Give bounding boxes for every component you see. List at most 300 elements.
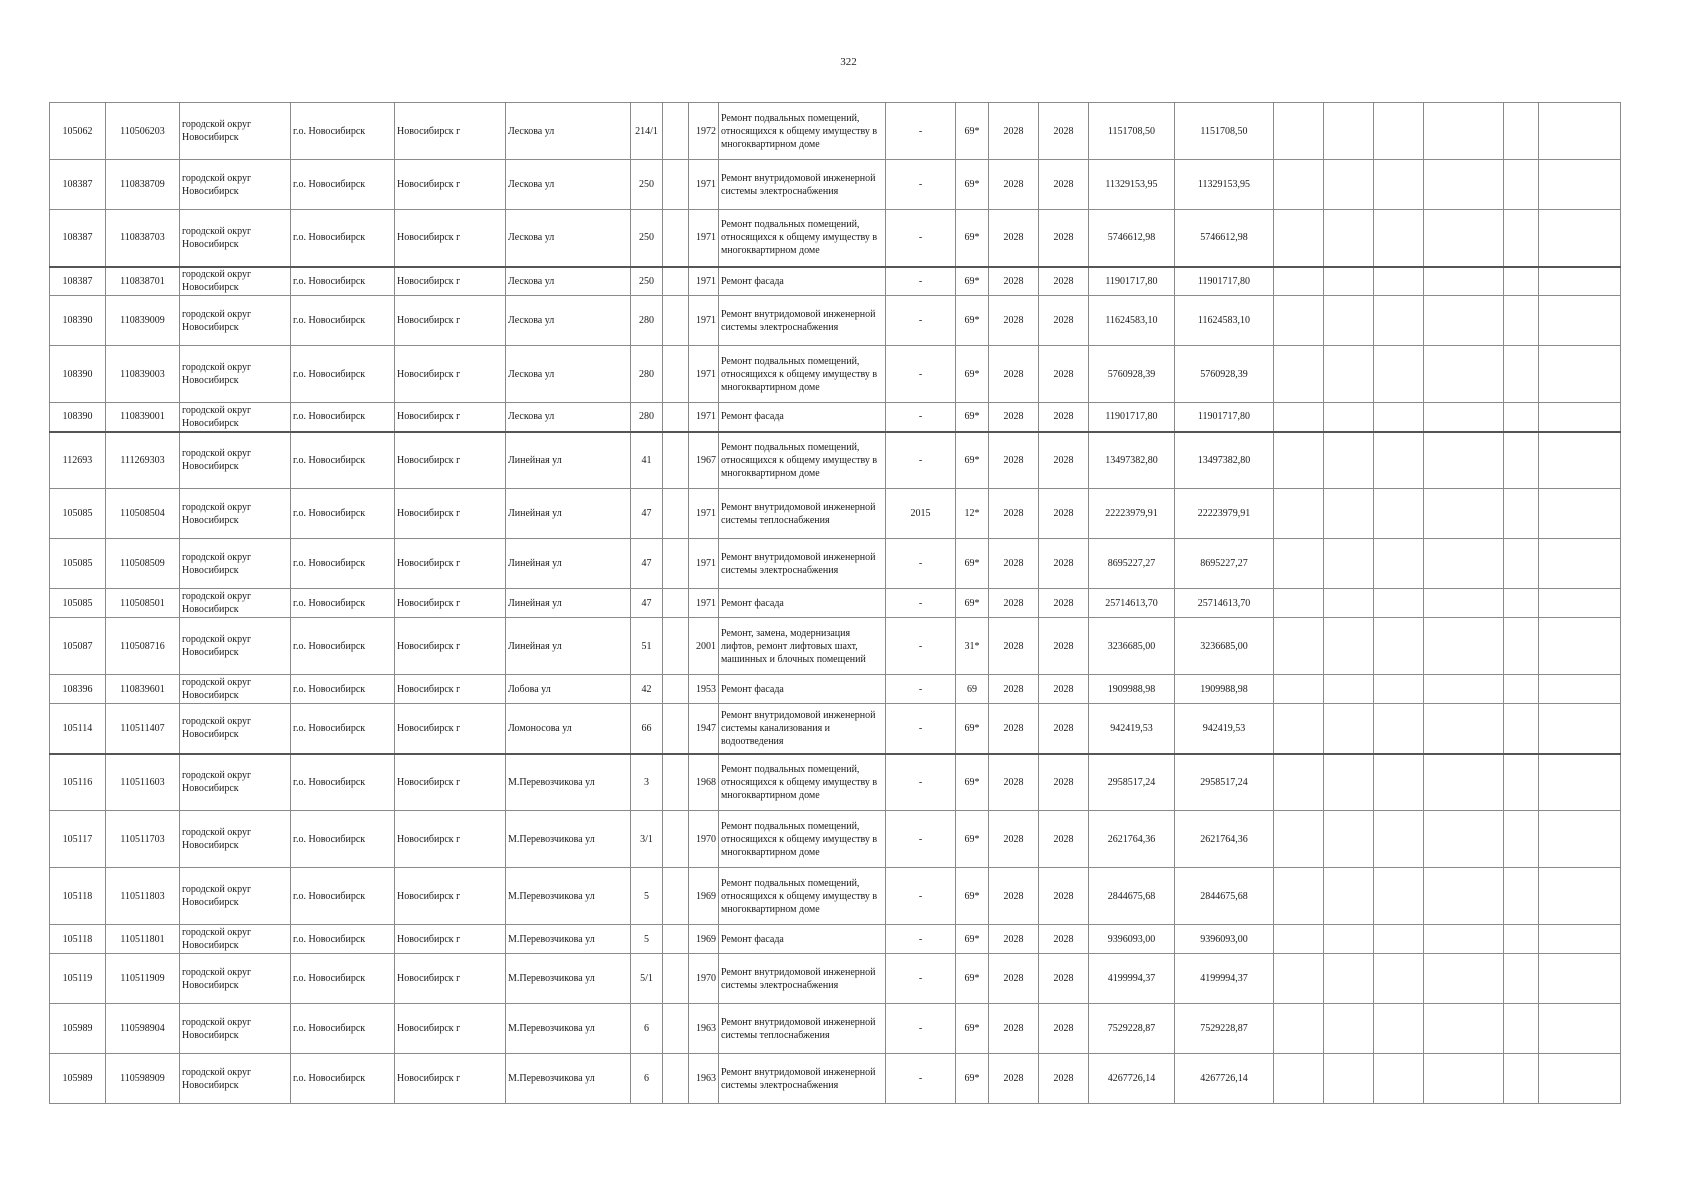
cell-street: Линейная ул — [506, 432, 631, 489]
empty-cell — [1274, 925, 1324, 954]
table-row — [50, 868, 1621, 925]
empty-cell — [1374, 103, 1424, 160]
cell-year-plan: 2028 — [989, 868, 1039, 925]
cell-building — [663, 954, 689, 1004]
empty-cell — [1424, 675, 1504, 704]
cell-id: 105118 — [50, 868, 106, 925]
empty-cell — [1504, 704, 1539, 754]
cell-year-fact: 2028 — [1039, 103, 1089, 160]
cell-cost: 1909988,98 — [1089, 675, 1175, 704]
cell-cost: 5760928,39 — [1089, 346, 1175, 403]
cell-id: 105087 — [50, 618, 106, 675]
empty-cell — [1539, 210, 1621, 267]
empty-cell — [1374, 346, 1424, 403]
cell-term: 69* — [956, 539, 989, 589]
cell-code: 110839009 — [106, 296, 180, 346]
cell-id: 105119 — [50, 954, 106, 1004]
page-number: 322 — [840, 56, 857, 68]
cell-year: 1970 — [689, 811, 719, 868]
cell-term: 69* — [956, 754, 989, 811]
empty-cell — [1274, 403, 1324, 432]
cell-year-plan: 2028 — [989, 103, 1039, 160]
cell-cost-total: 4199994,37 — [1175, 954, 1274, 1004]
cell-building — [663, 589, 689, 618]
empty-cell — [1274, 489, 1324, 539]
empty-cell — [1274, 704, 1324, 754]
empty-cell — [1374, 868, 1424, 925]
empty-cell — [1424, 754, 1504, 811]
cell-year-fact: 2028 — [1039, 811, 1089, 868]
table-row — [50, 925, 1621, 954]
empty-cell — [1424, 704, 1504, 754]
cell-year-plan: 2028 — [989, 489, 1039, 539]
cell-city: Новосибирск г — [395, 210, 506, 267]
empty-cell — [1374, 210, 1424, 267]
cell-code: 110838703 — [106, 210, 180, 267]
cell-id: 108390 — [50, 346, 106, 403]
cell-last-repair: - — [886, 868, 956, 925]
empty-cell — [1324, 589, 1374, 618]
empty-cell — [1324, 704, 1374, 754]
cell-year-fact: 2028 — [1039, 754, 1089, 811]
empty-cell — [1374, 925, 1424, 954]
cell-cost: 25714613,70 — [1089, 589, 1175, 618]
cell-term: 69* — [956, 296, 989, 346]
empty-cell — [1374, 1054, 1424, 1104]
cell-year-plan: 2028 — [989, 210, 1039, 267]
empty-cell — [1539, 811, 1621, 868]
cell-term: 69* — [956, 346, 989, 403]
cell-work-type: Ремонт внутридомовой инженерной системы электроснабжения — [719, 539, 886, 589]
empty-cell — [1504, 1054, 1539, 1104]
cell-code: 110511703 — [106, 811, 180, 868]
empty-cell — [1374, 954, 1424, 1004]
cell-code: 110506203 — [106, 103, 180, 160]
cell-city: Новосибирск г — [395, 1054, 506, 1104]
cell-year: 1971 — [689, 160, 719, 210]
empty-cell — [1539, 925, 1621, 954]
table-row — [50, 403, 1621, 432]
empty-cell — [1539, 868, 1621, 925]
cell-city: Новосибирск г — [395, 103, 506, 160]
cell-okrug: г.о. Новосибирск — [291, 589, 395, 618]
cell-municipality: городской округ Новосибирск — [180, 675, 291, 704]
cell-year-plan: 2028 — [989, 589, 1039, 618]
empty-cell — [1274, 210, 1324, 267]
cell-house: 47 — [631, 489, 663, 539]
empty-cell — [1324, 618, 1374, 675]
cell-year-plan: 2028 — [989, 954, 1039, 1004]
cell-code: 110511407 — [106, 704, 180, 754]
cell-last-repair: - — [886, 704, 956, 754]
cell-building — [663, 675, 689, 704]
cell-cost-total: 5760928,39 — [1175, 346, 1274, 403]
cell-year: 1971 — [689, 589, 719, 618]
cell-cost: 8695227,27 — [1089, 539, 1175, 589]
cell-okrug: г.о. Новосибирск — [291, 811, 395, 868]
cell-house: 250 — [631, 160, 663, 210]
cell-cost-total: 9396093,00 — [1175, 925, 1274, 954]
cell-year: 1971 — [689, 267, 719, 296]
cell-building — [663, 403, 689, 432]
empty-cell — [1424, 432, 1504, 489]
cell-municipality: городской округ Новосибирск — [180, 403, 291, 432]
empty-cell — [1274, 954, 1324, 1004]
cell-year-fact: 2028 — [1039, 675, 1089, 704]
cell-city: Новосибирск г — [395, 954, 506, 1004]
cell-cost-total: 11901717,80 — [1175, 403, 1274, 432]
cell-okrug: г.о. Новосибирск — [291, 539, 395, 589]
empty-cell — [1324, 868, 1374, 925]
cell-work-type: Ремонт подвальных помещений, относящихся к общему имуществу в многоквартирном доме — [719, 868, 886, 925]
cell-work-type: Ремонт подвальных помещений, относящихся к общему имуществу в многоквартирном доме — [719, 210, 886, 267]
empty-cell — [1374, 267, 1424, 296]
empty-cell — [1324, 103, 1374, 160]
cell-city: Новосибирск г — [395, 160, 506, 210]
empty-cell — [1504, 1004, 1539, 1054]
cell-street: М.Перевозчикова ул — [506, 754, 631, 811]
cell-cost: 11901717,80 — [1089, 267, 1175, 296]
empty-cell — [1424, 539, 1504, 589]
empty-cell — [1374, 704, 1424, 754]
cell-year-fact: 2028 — [1039, 1054, 1089, 1104]
cell-work-type: Ремонт фасада — [719, 403, 886, 432]
empty-cell — [1504, 954, 1539, 1004]
cell-okrug: г.о. Новосибирск — [291, 1054, 395, 1104]
empty-cell — [1424, 160, 1504, 210]
cell-cost: 7529228,87 — [1089, 1004, 1175, 1054]
empty-cell — [1539, 346, 1621, 403]
cell-street: Лескова ул — [506, 403, 631, 432]
cell-municipality: городской округ Новосибирск — [180, 432, 291, 489]
cell-house: 3/1 — [631, 811, 663, 868]
cell-last-repair: - — [886, 675, 956, 704]
cell-code: 110508716 — [106, 618, 180, 675]
empty-cell — [1324, 489, 1374, 539]
cell-year-fact: 2028 — [1039, 346, 1089, 403]
cell-year-fact: 2028 — [1039, 160, 1089, 210]
cell-last-repair: - — [886, 210, 956, 267]
cell-cost: 22223979,91 — [1089, 489, 1175, 539]
table-row — [50, 489, 1621, 539]
empty-cell — [1539, 432, 1621, 489]
cell-okrug: г.о. Новосибирск — [291, 675, 395, 704]
cell-city: Новосибирск г — [395, 403, 506, 432]
cell-year-fact: 2028 — [1039, 296, 1089, 346]
cell-term: 69* — [956, 103, 989, 160]
cell-term: 69* — [956, 1004, 989, 1054]
empty-cell — [1539, 618, 1621, 675]
empty-cell — [1274, 160, 1324, 210]
empty-cell — [1504, 489, 1539, 539]
cell-city: Новосибирск г — [395, 432, 506, 489]
cell-work-type: Ремонт внутридомовой инженерной системы теплоснабжения — [719, 489, 886, 539]
cell-cost: 942419,53 — [1089, 704, 1175, 754]
cell-year: 1963 — [689, 1004, 719, 1054]
cell-okrug: г.о. Новосибирск — [291, 754, 395, 811]
cell-year-plan: 2028 — [989, 539, 1039, 589]
cell-okrug: г.о. Новосибирск — [291, 1004, 395, 1054]
cell-code: 110511801 — [106, 925, 180, 954]
cell-id: 108390 — [50, 296, 106, 346]
cell-id: 105118 — [50, 925, 106, 954]
cell-year-plan: 2028 — [989, 704, 1039, 754]
cell-municipality: городской округ Новосибирск — [180, 811, 291, 868]
cell-id: 105085 — [50, 539, 106, 589]
empty-cell — [1274, 539, 1324, 589]
cell-municipality: городской округ Новосибирск — [180, 868, 291, 925]
cell-street: Лескова ул — [506, 160, 631, 210]
cell-building — [663, 103, 689, 160]
empty-cell — [1539, 675, 1621, 704]
cell-cost-total: 1909988,98 — [1175, 675, 1274, 704]
cell-house: 5 — [631, 925, 663, 954]
cell-work-type: Ремонт подвальных помещений, относящихся к общему имуществу в многоквартирном доме — [719, 103, 886, 160]
cell-year: 1972 — [689, 103, 719, 160]
empty-cell — [1374, 618, 1424, 675]
empty-cell — [1324, 432, 1374, 489]
cell-cost-total: 8695227,27 — [1175, 539, 1274, 589]
empty-cell — [1504, 296, 1539, 346]
empty-cell — [1424, 1004, 1504, 1054]
cell-cost: 13497382,80 — [1089, 432, 1175, 489]
cell-code: 110598904 — [106, 1004, 180, 1054]
cell-cost-total: 22223979,91 — [1175, 489, 1274, 539]
cell-municipality: городской округ Новосибирск — [180, 346, 291, 403]
cell-last-repair: - — [886, 103, 956, 160]
cell-municipality: городской округ Новосибирск — [180, 103, 291, 160]
cell-last-repair: - — [886, 754, 956, 811]
cell-building — [663, 267, 689, 296]
cell-year-fact: 2028 — [1039, 925, 1089, 954]
cell-cost-total: 2844675,68 — [1175, 868, 1274, 925]
cell-last-repair: - — [886, 954, 956, 1004]
cell-city: Новосибирск г — [395, 868, 506, 925]
cell-house: 6 — [631, 1004, 663, 1054]
cell-cost-total: 11901717,80 — [1175, 267, 1274, 296]
empty-cell — [1504, 589, 1539, 618]
cell-last-repair: - — [886, 403, 956, 432]
cell-house: 42 — [631, 675, 663, 704]
cell-year-fact: 2028 — [1039, 589, 1089, 618]
empty-cell — [1504, 539, 1539, 589]
cell-city: Новосибирск г — [395, 754, 506, 811]
cell-year: 1963 — [689, 1054, 719, 1104]
cell-year-fact: 2028 — [1039, 954, 1089, 1004]
table-row — [50, 432, 1621, 489]
cell-street: Лескова ул — [506, 296, 631, 346]
cell-building — [663, 868, 689, 925]
empty-cell — [1274, 346, 1324, 403]
empty-cell — [1274, 1004, 1324, 1054]
empty-cell — [1504, 267, 1539, 296]
cell-year-fact: 2028 — [1039, 432, 1089, 489]
cell-year: 1971 — [689, 489, 719, 539]
cell-id: 105989 — [50, 1054, 106, 1104]
cell-okrug: г.о. Новосибирск — [291, 103, 395, 160]
cell-municipality: городской округ Новосибирск — [180, 267, 291, 296]
cell-last-repair: - — [886, 432, 956, 489]
cell-building — [663, 925, 689, 954]
cell-work-type: Ремонт внутридомовой инженерной системы электроснабжения — [719, 954, 886, 1004]
cell-cost: 2621764,36 — [1089, 811, 1175, 868]
empty-cell — [1324, 539, 1374, 589]
empty-cell — [1424, 925, 1504, 954]
cell-building — [663, 210, 689, 267]
empty-cell — [1324, 210, 1374, 267]
cell-street: М.Перевозчикова ул — [506, 954, 631, 1004]
cell-code: 110508504 — [106, 489, 180, 539]
cell-year-plan: 2028 — [989, 267, 1039, 296]
empty-cell — [1274, 754, 1324, 811]
cell-year: 2001 — [689, 618, 719, 675]
cell-okrug: г.о. Новосибирск — [291, 296, 395, 346]
table-row — [50, 675, 1621, 704]
empty-cell — [1539, 403, 1621, 432]
cell-municipality: городской округ Новосибирск — [180, 489, 291, 539]
cell-cost-total: 2621764,36 — [1175, 811, 1274, 868]
empty-cell — [1274, 432, 1324, 489]
cell-street: Лескова ул — [506, 267, 631, 296]
cell-municipality: городской округ Новосибирск — [180, 539, 291, 589]
empty-cell — [1539, 267, 1621, 296]
empty-cell — [1504, 675, 1539, 704]
empty-cell — [1374, 589, 1424, 618]
empty-cell — [1504, 210, 1539, 267]
empty-cell — [1274, 589, 1324, 618]
cell-year-fact: 2028 — [1039, 210, 1089, 267]
cell-municipality: городской округ Новосибирск — [180, 210, 291, 267]
cell-cost-total: 2958517,24 — [1175, 754, 1274, 811]
cell-city: Новосибирск г — [395, 675, 506, 704]
cell-street: Лескова ул — [506, 103, 631, 160]
cell-id: 105062 — [50, 103, 106, 160]
cell-okrug: г.о. Новосибирск — [291, 489, 395, 539]
empty-cell — [1374, 539, 1424, 589]
table-row — [50, 1054, 1621, 1104]
cell-cost-total: 5746612,98 — [1175, 210, 1274, 267]
cell-building — [663, 618, 689, 675]
cell-city: Новосибирск г — [395, 346, 506, 403]
cell-work-type: Ремонт подвальных помещений, относящихся к общему имуществу в многоквартирном доме — [719, 811, 886, 868]
cell-cost: 1151708,50 — [1089, 103, 1175, 160]
cell-okrug: г.о. Новосибирск — [291, 954, 395, 1004]
cell-cost-total: 942419,53 — [1175, 704, 1274, 754]
cell-cost-total: 7529228,87 — [1175, 1004, 1274, 1054]
cell-year: 1968 — [689, 754, 719, 811]
cell-cost: 11901717,80 — [1089, 403, 1175, 432]
repair-register-table — [49, 102, 1621, 1104]
cell-building — [663, 754, 689, 811]
cell-cost: 4199994,37 — [1089, 954, 1175, 1004]
cell-okrug: г.о. Новосибирск — [291, 432, 395, 489]
cell-year-plan: 2028 — [989, 403, 1039, 432]
cell-work-type: Ремонт внутридомовой инженерной системы электроснабжения — [719, 296, 886, 346]
empty-cell — [1374, 489, 1424, 539]
cell-work-type: Ремонт подвальных помещений, относящихся к общему имуществу в многоквартирном доме — [719, 754, 886, 811]
cell-id: 108387 — [50, 210, 106, 267]
cell-year: 1947 — [689, 704, 719, 754]
cell-house: 3 — [631, 754, 663, 811]
table-row — [50, 103, 1621, 160]
cell-cost: 5746612,98 — [1089, 210, 1175, 267]
cell-building — [663, 1004, 689, 1054]
cell-street: М.Перевозчикова ул — [506, 811, 631, 868]
cell-okrug: г.о. Новосибирск — [291, 160, 395, 210]
cell-street: М.Перевозчикова ул — [506, 868, 631, 925]
table-row — [50, 210, 1621, 267]
cell-term: 69* — [956, 403, 989, 432]
cell-building — [663, 160, 689, 210]
cell-cost: 2958517,24 — [1089, 754, 1175, 811]
cell-last-repair: - — [886, 589, 956, 618]
cell-term: 69* — [956, 267, 989, 296]
cell-id: 108387 — [50, 160, 106, 210]
empty-cell — [1424, 103, 1504, 160]
cell-year-fact: 2028 — [1039, 403, 1089, 432]
cell-last-repair: - — [886, 296, 956, 346]
cell-street: М.Перевозчикова ул — [506, 1054, 631, 1104]
empty-cell — [1504, 925, 1539, 954]
table-row — [50, 539, 1621, 589]
cell-cost: 2844675,68 — [1089, 868, 1175, 925]
cell-code: 110839601 — [106, 675, 180, 704]
cell-house: 280 — [631, 346, 663, 403]
cell-city: Новосибирск г — [395, 589, 506, 618]
cell-year-fact: 2028 — [1039, 868, 1089, 925]
cell-last-repair: - — [886, 1004, 956, 1054]
cell-municipality: городской округ Новосибирск — [180, 1054, 291, 1104]
cell-last-repair: - — [886, 925, 956, 954]
cell-code: 110839001 — [106, 403, 180, 432]
cell-id: 112693 — [50, 432, 106, 489]
cell-work-type: Ремонт внутридомовой инженерной системы электроснабжения — [719, 160, 886, 210]
cell-work-type: Ремонт, замена, модернизация лифтов, ремонт лифтовых шахт, машинных и блочных помещений — [719, 618, 886, 675]
cell-work-type: Ремонт внутридомовой инженерной системы электроснабжения — [719, 1054, 886, 1104]
table-row — [50, 589, 1621, 618]
cell-term: 69* — [956, 210, 989, 267]
cell-cost: 3236685,00 — [1089, 618, 1175, 675]
cell-okrug: г.о. Новосибирск — [291, 704, 395, 754]
empty-cell — [1539, 704, 1621, 754]
empty-cell — [1539, 954, 1621, 1004]
cell-term: 69 — [956, 675, 989, 704]
empty-cell — [1374, 160, 1424, 210]
cell-house: 6 — [631, 1054, 663, 1104]
cell-street: Линейная ул — [506, 539, 631, 589]
cell-building — [663, 704, 689, 754]
empty-cell — [1324, 346, 1374, 403]
empty-cell — [1274, 296, 1324, 346]
empty-cell — [1424, 296, 1504, 346]
cell-last-repair: - — [886, 539, 956, 589]
empty-cell — [1324, 925, 1374, 954]
cell-code: 110511909 — [106, 954, 180, 1004]
empty-cell — [1504, 754, 1539, 811]
empty-cell — [1539, 1004, 1621, 1054]
cell-year: 1971 — [689, 403, 719, 432]
empty-cell — [1274, 267, 1324, 296]
empty-cell — [1274, 1054, 1324, 1104]
empty-cell — [1274, 103, 1324, 160]
empty-cell — [1374, 811, 1424, 868]
empty-cell — [1274, 868, 1324, 925]
cell-house: 66 — [631, 704, 663, 754]
cell-okrug: г.о. Новосибирск — [291, 618, 395, 675]
cell-cost-total: 13497382,80 — [1175, 432, 1274, 489]
cell-street: Линейная ул — [506, 489, 631, 539]
empty-cell — [1424, 868, 1504, 925]
